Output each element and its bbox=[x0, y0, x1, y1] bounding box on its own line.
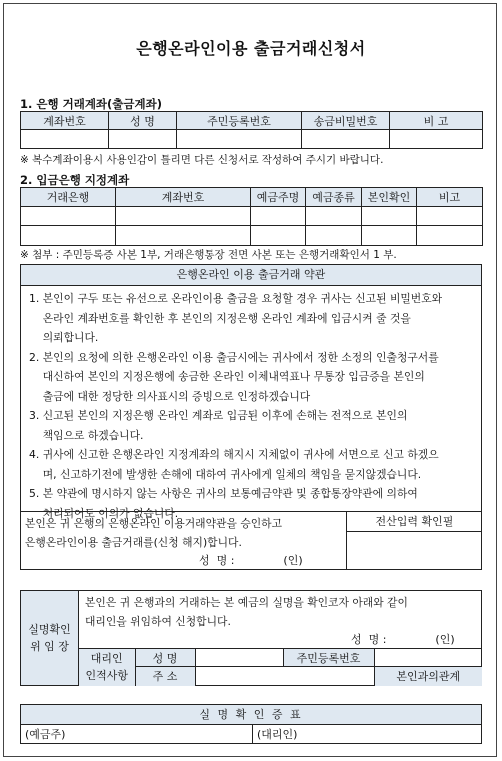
holder-id-cell[interactable]: (예금주) bbox=[21, 725, 253, 744]
deposit-type-field[interactable] bbox=[306, 226, 362, 246]
agent-name-label: 성 명 bbox=[135, 649, 195, 667]
section2-note: ※ 첨부 : 주민등록증 사본 1부, 거래은행통장 전면 사본 또는 은행거래확인서 1 부. bbox=[20, 249, 397, 261]
agent-rrn-field[interactable] bbox=[374, 649, 482, 667]
agent-rrn-label: 주민등록번호 bbox=[283, 649, 374, 667]
terms-line: 3. 신고된 본인의 지정은행 온라인 계좌로 입금된 이후에 손해는 전적으로 본인의 bbox=[29, 409, 408, 422]
agent-label-line: 인적사항 bbox=[85, 669, 128, 683]
remarks-field[interactable] bbox=[417, 226, 483, 246]
col-bank: 거래은행 bbox=[21, 188, 116, 207]
delegator-signature[interactable]: 성 명 : (인) bbox=[351, 633, 455, 646]
terms-line: 4. 귀사에 신고한 은행온라인 지정계좌의 해지시 지체없이 귀사에 서면으로 신고 하겠으 bbox=[29, 448, 439, 461]
holder-name-field[interactable] bbox=[251, 207, 306, 226]
agent-label bbox=[79, 649, 135, 686]
delegation-label bbox=[21, 591, 79, 685]
terms-line: 며, 신고하기전에 발생한 손해에 대하여 귀사에게 일체의 책임을 묻지않겠습니다. bbox=[29, 467, 422, 481]
terms-list bbox=[21, 286, 481, 523]
terms-line: 5. 본 약관에 명시하지 않는 사항은 귀사의 보통예금약관 및 종합통장약관에 의하여 bbox=[29, 487, 418, 500]
section1-note: ※ 복수계좌이용시 사용인감이 틀리면 다른 신청서로 작성하여 주시기 바랍니다. bbox=[20, 154, 384, 166]
col-resident-number: 주민등록번호 bbox=[177, 112, 302, 130]
col-account-number: 계좌번호 bbox=[21, 112, 109, 130]
terms-heading: 은행온라인 이용 출금거래 약관 bbox=[21, 265, 481, 286]
terms-line: 1. 본인이 구두 또는 유선으로 온라인이용 출금을 요청할 경우 귀사는 신고된 비밀번호와 bbox=[29, 292, 443, 305]
agent-relation-label: 본인과의관계 bbox=[374, 667, 482, 686]
terms-box bbox=[20, 264, 482, 570]
remarks-field[interactable] bbox=[390, 130, 483, 149]
transfer-password-field[interactable] bbox=[302, 130, 390, 149]
col-transfer-password: 송금비밀번호 bbox=[302, 112, 390, 130]
agent-label-line: 대리인 bbox=[90, 652, 123, 666]
delegation-line: 대리인을 위임하여 신청합니다. bbox=[85, 615, 231, 628]
holder-name-field[interactable] bbox=[251, 226, 306, 246]
approval-line: 은행온라인이용 출금거래를(신청 해지)합니다. bbox=[25, 536, 242, 549]
approval-area bbox=[21, 511, 481, 570]
form-title: 은행온라인이용 출금거래신청서 bbox=[136, 39, 366, 58]
withdrawal-account-table bbox=[20, 111, 483, 149]
terms-line: 온라인 계좌번호를 확인한 후 본인의 지정은행 온라인 계좌에 입금시켜 줄 것을 bbox=[29, 311, 411, 325]
terms-line: 처리되어도 이의가 없습니다. bbox=[29, 506, 179, 520]
entry-confirm-box bbox=[346, 512, 482, 570]
col-remarks: 비고 bbox=[417, 188, 483, 207]
delegation-box bbox=[20, 590, 482, 686]
id-verification-box bbox=[20, 704, 482, 744]
bank-field[interactable] bbox=[21, 207, 116, 226]
delegation-label-line: 위 임 장 bbox=[30, 640, 69, 653]
bank-field[interactable] bbox=[21, 226, 116, 246]
terms-line: 출금에 대한 정당한 의사표시의 증빙으로 인정하겠습니다 bbox=[29, 389, 311, 403]
account-number-field[interactable] bbox=[21, 130, 109, 149]
agent-info-table bbox=[79, 648, 482, 686]
resident-number-field[interactable] bbox=[177, 130, 302, 149]
entry-confirm-label: 전산입력 확인필 bbox=[347, 512, 482, 532]
applicant-signature[interactable]: 성 명 : (인) bbox=[199, 554, 303, 567]
agent-name-field[interactable] bbox=[195, 649, 283, 667]
deposit-account-table bbox=[20, 187, 483, 246]
identity-check-field[interactable] bbox=[362, 226, 417, 246]
col-holder-name: 예금주명 bbox=[251, 188, 306, 207]
agent-address-label: 주 소 bbox=[135, 667, 195, 686]
agent-address-field[interactable] bbox=[195, 667, 374, 686]
account-number-field[interactable] bbox=[116, 207, 251, 226]
id-verification-heading: 실 명 확 인 증 표 bbox=[21, 705, 481, 725]
name-field[interactable] bbox=[109, 130, 177, 149]
col-name: 성 명 bbox=[109, 112, 177, 130]
remarks-field[interactable] bbox=[417, 207, 483, 226]
account-number-field[interactable] bbox=[116, 226, 251, 246]
delegation-line: 본인은 귀 은행과의 거래하는 본 예금의 실명을 확인코자 아래와 같이 bbox=[85, 596, 408, 609]
col-identity-check: 본인확인 bbox=[362, 188, 417, 207]
approval-line: 본인은 귀 은행의 은행온라인 이용거래약관을 승인하고 bbox=[25, 517, 283, 530]
delegation-label-line: 실명확인 bbox=[28, 623, 71, 636]
identity-check-field[interactable] bbox=[362, 207, 417, 226]
col-deposit-type: 예금종류 bbox=[306, 188, 362, 207]
section1-heading: 1. 은행 거래계좌(출금계좌) bbox=[20, 97, 162, 111]
terms-line: 의뢰합니다. bbox=[29, 331, 99, 344]
terms-line: 2. 본인의 요청에 의한 은행온라인 이용 출금시에는 귀사에서 정한 소정의 인출청구서를 bbox=[29, 350, 439, 364]
agent-id-cell[interactable]: (대리인) bbox=[257, 728, 298, 741]
col-account-number: 계좌번호 bbox=[116, 188, 251, 207]
terms-line: 책임으로 하겠습니다. bbox=[29, 428, 144, 442]
terms-line: 대신하여 본인의 지정은행에 송금한 온라인 이체내역표나 무통장 입금증을 본인의 bbox=[29, 370, 425, 383]
col-remarks: 비 고 bbox=[390, 112, 483, 130]
delegation-text bbox=[85, 593, 408, 631]
deposit-type-field[interactable] bbox=[306, 207, 362, 226]
section2-heading: 2. 입금은행 지정계좌 bbox=[20, 173, 130, 187]
approval-text bbox=[25, 514, 282, 552]
